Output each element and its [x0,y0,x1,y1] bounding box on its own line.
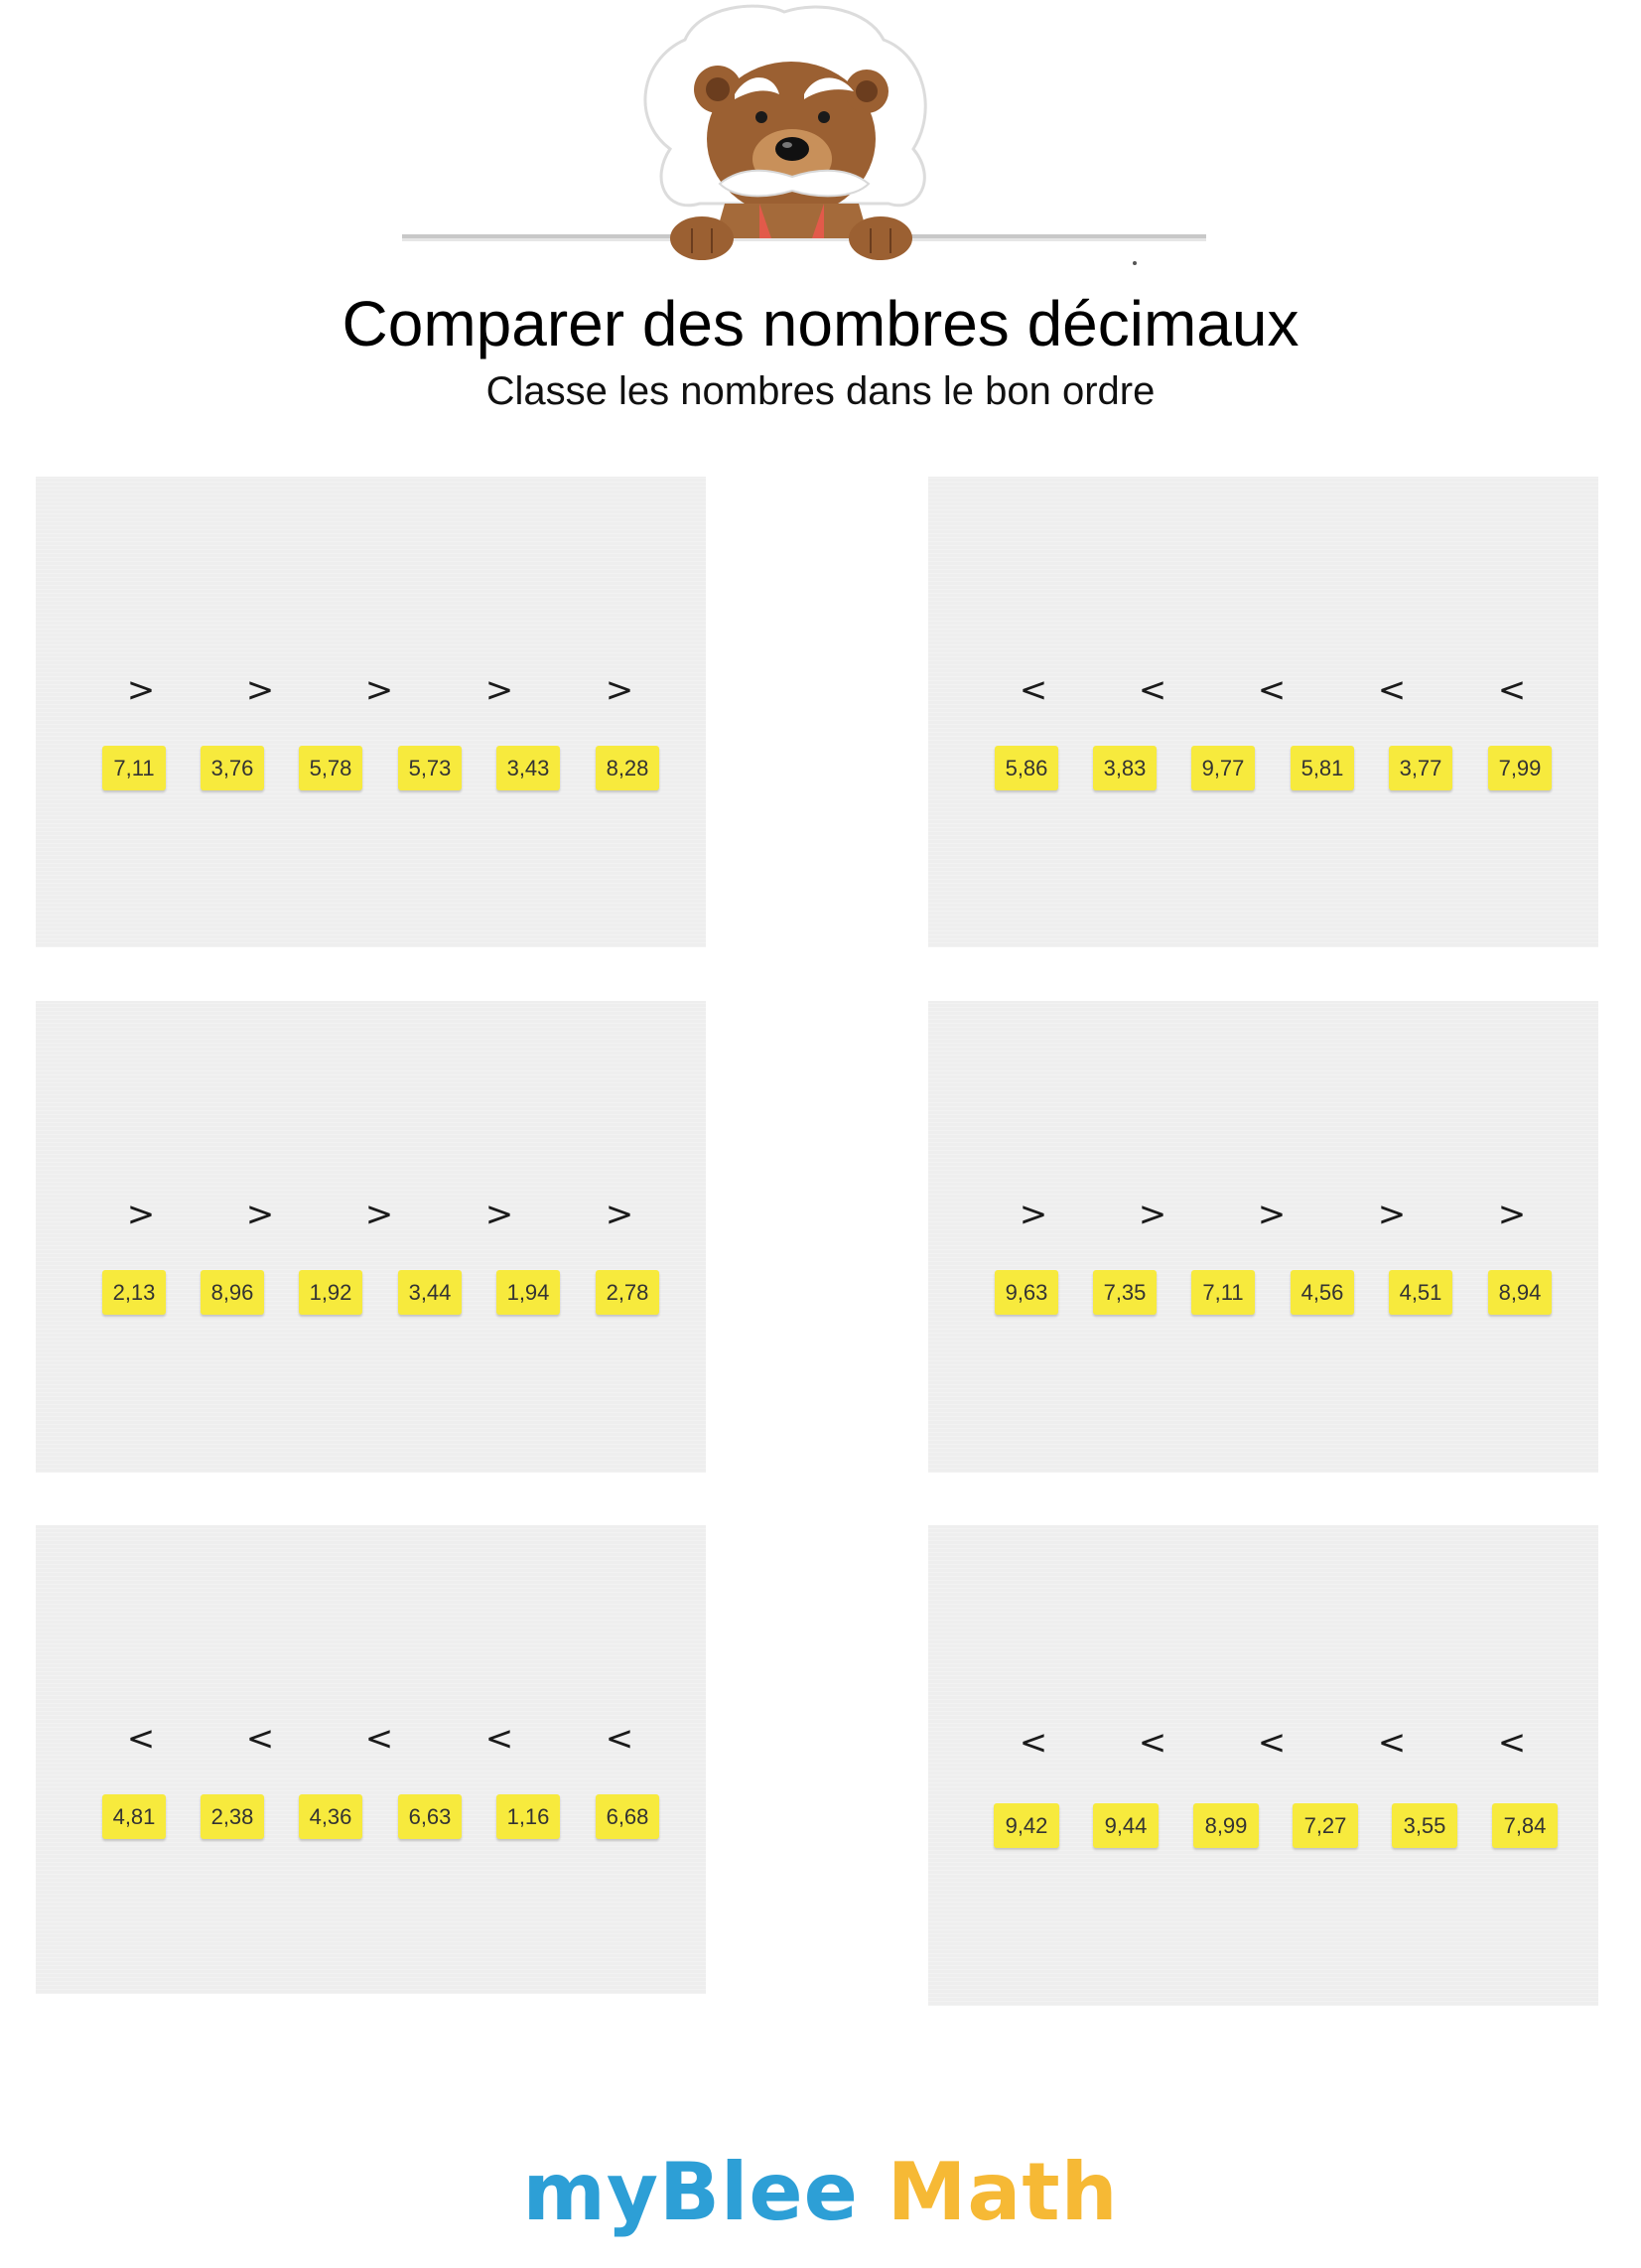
number-tile[interactable]: 7,35 [1093,1270,1157,1315]
comparison-signs-row [928,1190,1598,1239]
number-tile[interactable]: 3,55 [1392,1803,1457,1848]
comparison-sign: > [364,1195,394,1234]
exercise-panel [36,1001,706,1473]
number-tile[interactable]: 4,51 [1389,1270,1452,1315]
number-tile[interactable]: 5,78 [299,746,362,790]
number-tile[interactable]: 4,56 [1291,1270,1354,1315]
comparison-sign: > [364,670,394,710]
comparison-sign: < [484,1719,514,1759]
comparison-sign: > [484,1195,514,1234]
number-tiles-row [36,746,706,795]
comparison-sign: > [605,670,634,710]
number-tile[interactable]: 3,44 [398,1270,462,1315]
comparison-sign: > [605,1195,634,1234]
number-tile[interactable]: 9,42 [994,1803,1059,1848]
comparison-sign: > [245,670,275,710]
page-subtitle: Classe les nombres dans le bon ordre [485,369,1156,413]
comparison-signs-row [36,1714,706,1764]
exercise-panel [928,477,1598,947]
number-tile[interactable]: 6,63 [398,1794,462,1839]
comparison-sign: < [1019,1723,1048,1763]
comparison-sign: < [245,1719,275,1759]
number-tile[interactable]: 4,81 [102,1794,166,1839]
comparison-sign: > [1019,1195,1048,1234]
comparison-sign: < [1257,1723,1287,1763]
number-tile[interactable]: 8,28 [596,746,659,790]
exercise-panel [36,477,706,947]
comparison-sign: < [1257,670,1287,710]
logo-brand-text: myBlee [522,2146,859,2238]
comparison-signs-row [928,1718,1598,1768]
number-tile[interactable]: 5,81 [1291,746,1354,790]
comparison-sign: > [1138,1195,1167,1234]
number-tile[interactable]: 5,86 [995,746,1058,790]
number-tile[interactable]: 7,11 [102,746,166,790]
comparison-sign: < [1019,670,1048,710]
comparison-signs-row [36,1190,706,1239]
number-tile[interactable]: 2,38 [201,1794,264,1839]
exercise-panel [928,1001,1598,1473]
comparison-sign: > [1377,1195,1407,1234]
number-tile[interactable]: 8,96 [201,1270,264,1315]
comparison-sign: < [1138,1723,1167,1763]
number-tile[interactable]: 9,44 [1093,1803,1159,1848]
number-tiles-row [928,1270,1598,1320]
comparison-signs-row [36,665,706,715]
comparison-sign: < [1497,670,1527,710]
number-tile[interactable]: 2,13 [102,1270,166,1315]
number-tile[interactable]: 8,99 [1193,1803,1259,1848]
page-title: Comparer des nombres décimaux [342,288,1299,359]
number-tile[interactable]: 7,27 [1293,1803,1358,1848]
number-tile[interactable]: 4,36 [299,1794,362,1839]
number-tile[interactable]: 9,77 [1191,746,1255,790]
number-tile[interactable]: 3,77 [1389,746,1452,790]
number-tile[interactable]: 8,94 [1488,1270,1552,1315]
comparison-sign: > [1497,1195,1527,1234]
comparison-sign: < [1377,1723,1407,1763]
comparison-sign: < [1497,1723,1527,1763]
comparison-sign: < [1138,670,1167,710]
number-tile[interactable]: 2,78 [596,1270,659,1315]
number-tiles-row [36,1794,706,1844]
logo-math-text: Math [887,2146,1119,2238]
number-tile[interactable]: 3,43 [496,746,560,790]
number-tile[interactable]: 7,11 [1191,1270,1255,1315]
comparison-sign: < [605,1719,634,1759]
number-tile[interactable]: 7,84 [1492,1803,1558,1848]
number-tile[interactable]: 7,99 [1488,746,1552,790]
comparison-sign: > [126,1195,156,1234]
number-tile[interactable]: 1,16 [496,1794,560,1839]
number-tile[interactable]: 6,68 [596,1794,659,1839]
exercise-panel [928,1525,1598,2006]
number-tile[interactable]: 1,92 [299,1270,362,1315]
comparison-sign: > [126,670,156,710]
comparison-signs-row [928,665,1598,715]
comparison-sign: > [1257,1195,1287,1234]
number-tiles-row [928,746,1598,795]
comparison-sign: < [364,1719,394,1759]
number-tiles-row [36,1270,706,1320]
bear-mascot-icon [402,0,1206,273]
number-tile[interactable]: 1,94 [496,1270,560,1315]
comparison-sign: > [484,670,514,710]
number-tile[interactable]: 5,73 [398,746,462,790]
number-tile[interactable]: 3,83 [1093,746,1157,790]
comparison-sign: < [126,1719,156,1759]
exercise-panel [36,1525,706,1994]
comparison-sign: > [245,1195,275,1234]
myblee-math-logo [0,2145,1641,2240]
comparison-sign: < [1377,670,1407,710]
number-tiles-row [928,1803,1598,1853]
number-tile[interactable]: 9,63 [995,1270,1058,1315]
number-tile[interactable]: 3,76 [201,746,264,790]
